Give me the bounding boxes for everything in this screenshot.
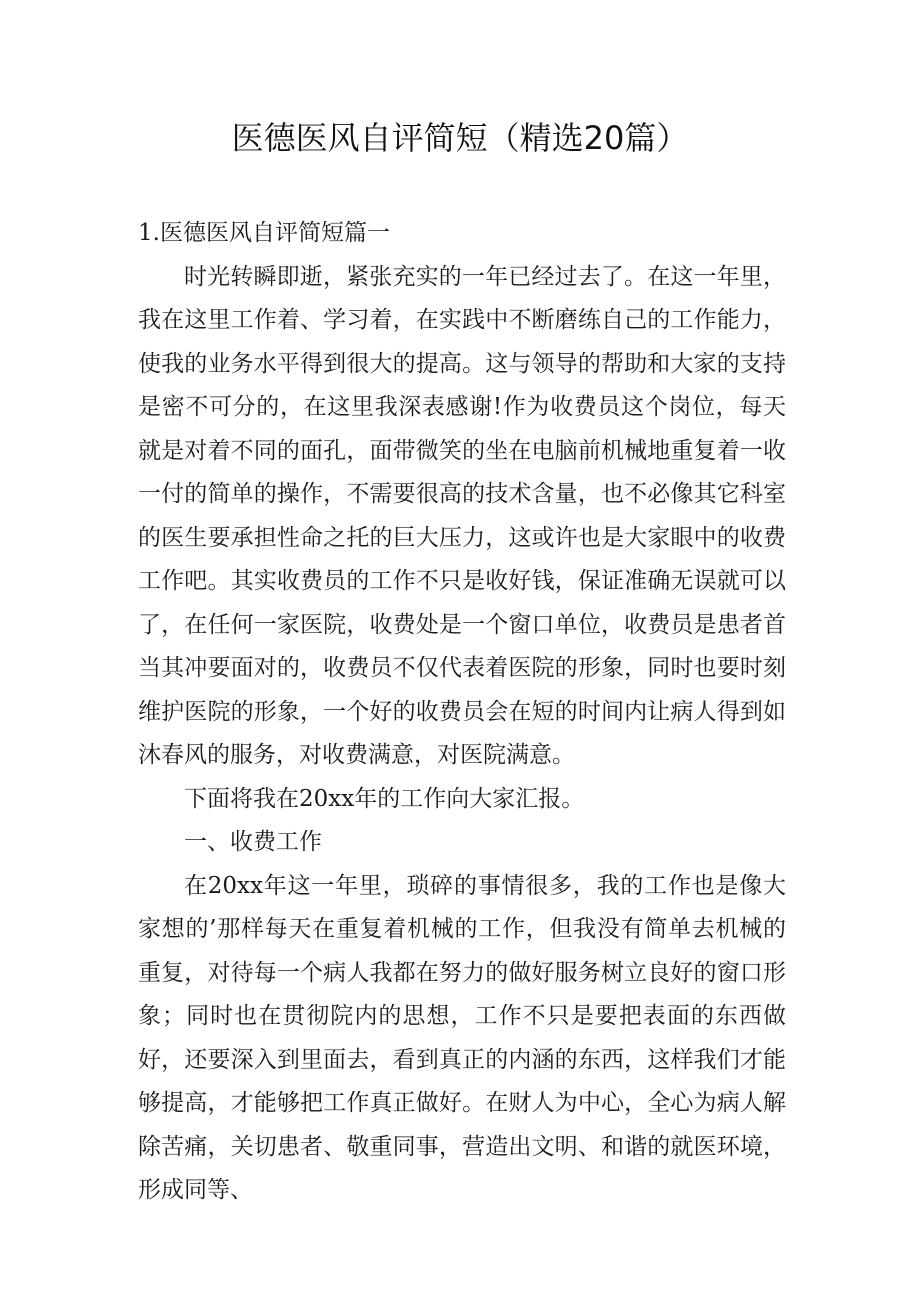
document-title: 医德医风自评简短（精选20篇） bbox=[231, 119, 689, 157]
paragraph-report-intro: 下面将我在20xx年的工作向大家汇报。 bbox=[184, 785, 585, 812]
subheading-billing-work: 一、收费工作 bbox=[184, 829, 322, 855]
document-body bbox=[138, 212, 786, 1213]
paragraph-billing-work: 在20xx年这一年里，琐碎的事情很多，我的工作也是像大家想的’那样每天在重复着机械的工作，但我没有简单去机械的重复，对待每一个病人我都在努力的做好服务树立良好的窗口形象；同时也在贯彻院内的思想，工作不只是要把表面的东西做好，还要深入到里面去，看到真正的内涵的东西，这样我们才能够提高，才能够把工作真正做好。在财人为中心，全心为病人解除苦痛，关切患者、敬重同事，营造出文明、和谐的就医环境，形成同等、 bbox=[138, 872, 786, 1203]
paragraph-intro: 时光转瞬即逝，紧张充实的一年已经过去了。在这一年里，我在这里工作着、学习着，在实践中不断磨练自己的工作能力，使我的业务水平得到很大的提高。这与领导的帮助和大家的支持是密不可分的，在这里我深表感谢!作为收费员这个岗位，每天就是对着不同的面孔，面带微笑的坐在电脑前机械地重复着一收一付的简单的操作，不需要很高的技术含量，也不必像其它科室的医生要承担性命之托的巨大压力，这或许也是大家眼中的收费工作吧。其实收费员的工作不只是收好钱，保证准确无误就可以了，在任何一家医院，收费处是一个窗口单位，收费员是患者首当其冲要面对的，收费员不仅代表着医院的形象，同时也要时刻维护医院的形象，一个好的收费员会在短的时间内让病人得到如沐春风的服务，对收费满意，对医院满意。 bbox=[138, 263, 786, 768]
section-heading: 1.医德医风自评简短篇一 bbox=[138, 220, 390, 246]
